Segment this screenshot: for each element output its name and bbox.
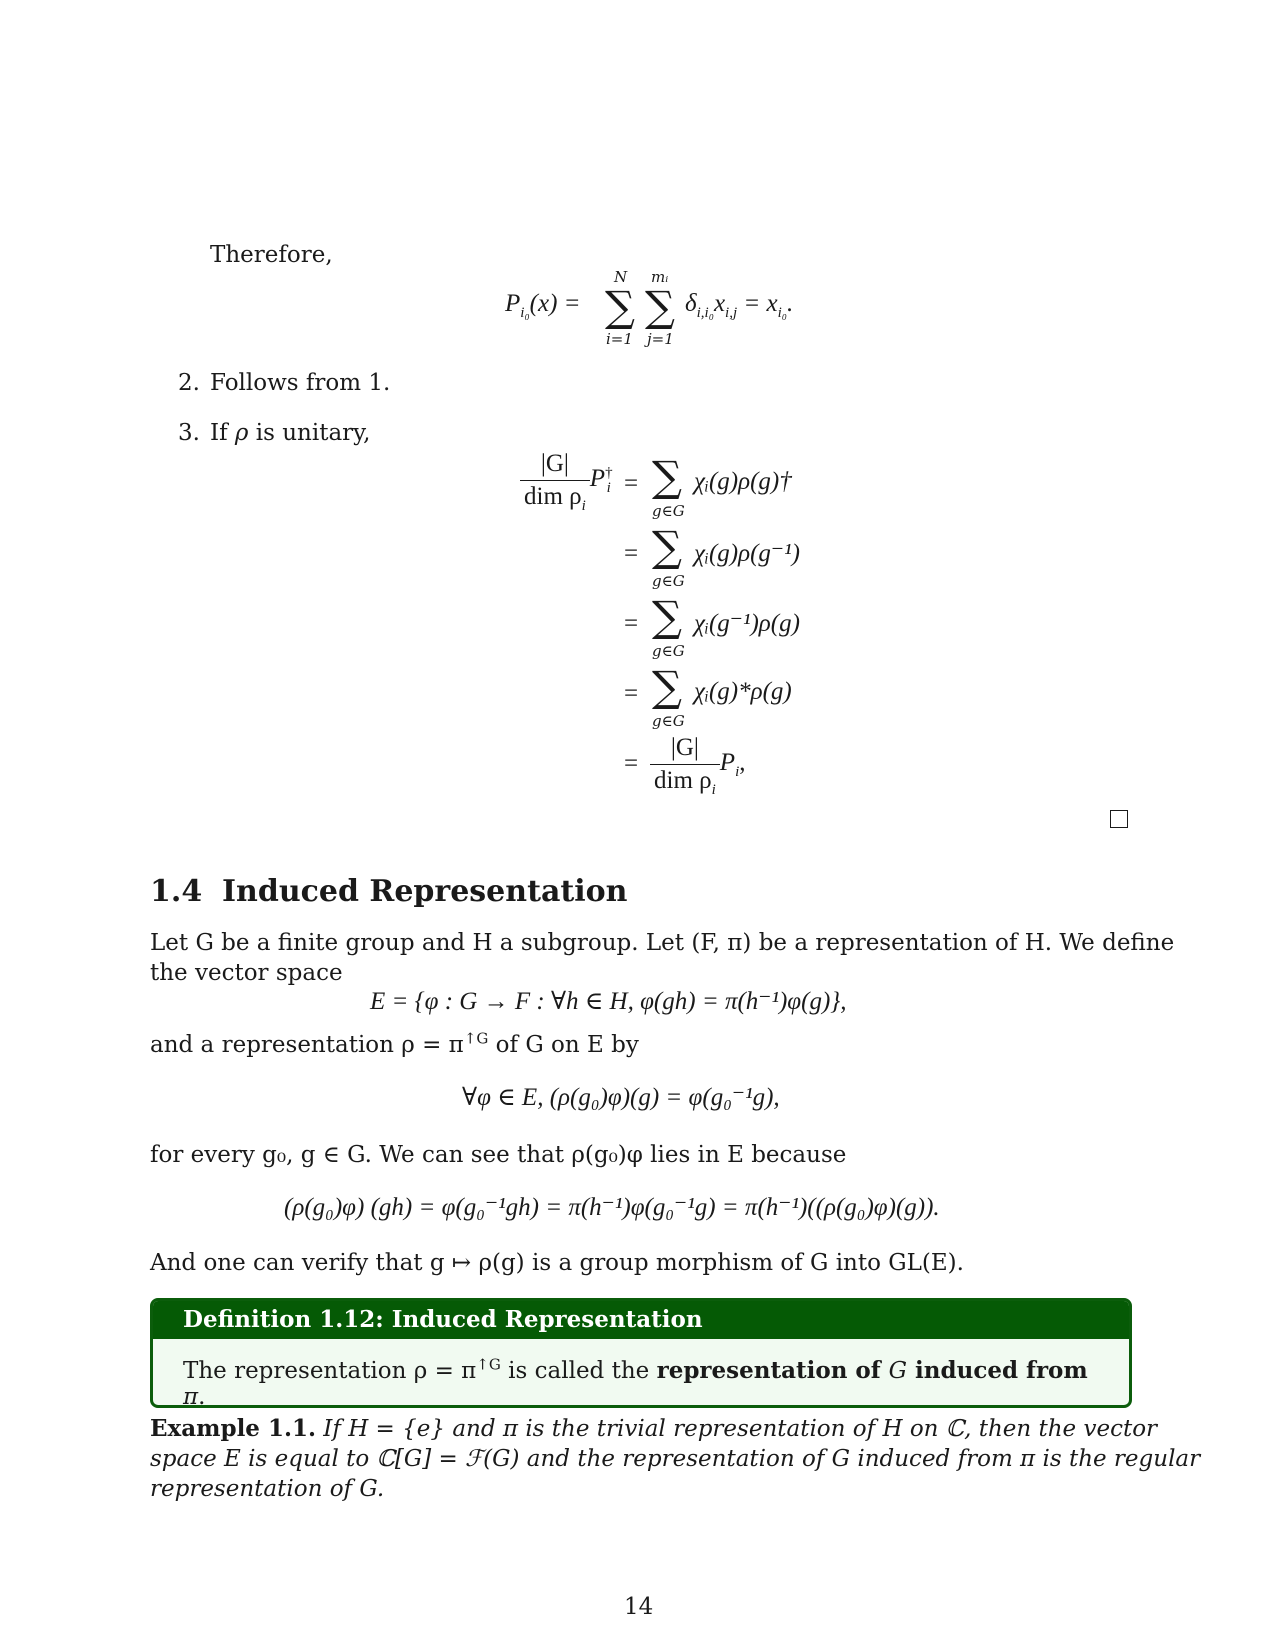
list-item-2-text: Follows from 1. [210, 370, 391, 396]
paragraph-1-line-2: the vector space [150, 960, 343, 986]
align-line-3: χᵢ(g⁻¹)ρ(g) [694, 610, 800, 637]
paragraph-2: and a representation $\rho = \pi^{↑G}$ of G on E by [150, 1029, 639, 1058]
align-sum-4-lower: g∈G [652, 712, 685, 730]
sum2-upper: mᵢ [651, 268, 669, 286]
align-eq-3: = [624, 610, 639, 637]
example-line-3: representation of G. [150, 1476, 385, 1502]
align-sum-3-lower: g∈G [652, 642, 685, 660]
align-sum-2-lower: g∈G [652, 572, 685, 590]
equation-check: (ρ(g₀)φ) (gh) = φ(g₀⁻¹gh) = π(h⁻¹)φ(g₀⁻¹g) = π(h⁻¹)((ρ(g₀)φ)(g)). [284, 1194, 940, 1221]
sum2-lower: j=1 [647, 330, 674, 348]
eq-term: $\delta_{i,i_0}x_{i,j} = x_{i_0}$. [685, 290, 794, 321]
paragraph-1-line-1: Let G be a finite group and H a subgroup. Let (F, π) be a representation of H. We define [150, 930, 1175, 956]
align-line-2: χᵢ(g)ρ(g⁻¹) [694, 540, 800, 567]
eq-lhs: $P_{i_0}(x)$ = [505, 290, 581, 321]
equation-rho: ∀φ ∈ E, (ρ(g₀)φ)(g) = φ(g₀⁻¹g), [462, 1084, 780, 1111]
align-line-4: χᵢ(g)*ρ(g) [694, 678, 792, 705]
definition-body: The representation $\rho = \pi^{↑G}$ is called the representation of G induced from π. [183, 1355, 1088, 1408]
sum1-symbol: ∑ [605, 282, 635, 331]
align-eq-2: = [624, 540, 639, 567]
align-eq-5: = [624, 750, 639, 777]
aligned-equations [520, 444, 850, 804]
align-sum-1: ∑ [652, 452, 682, 501]
align-eq-4: = [624, 680, 639, 707]
section-title: Induced Representation [222, 874, 628, 909]
definition-title: Definition 1.12: Induced Representation [153, 1301, 1129, 1339]
page-number: 14 [624, 1594, 654, 1620]
example-label: Example 1.1. [150, 1415, 316, 1442]
sum2-symbol: ∑ [645, 282, 675, 331]
align-line-1: χᵢ(g)ρ(g)† [694, 468, 792, 495]
equation-E: E = {φ : G → F : ∀h ∈ H, φ(gh) = π(h⁻¹)φ(g)}, [370, 988, 847, 1015]
align-sum-4: ∑ [652, 662, 682, 711]
align-line-5: $\frac{|G|}{dim \rho_i}$ $P_i$, [650, 734, 746, 795]
example-line-1: Example 1.1. If H = {e} and π is the trivial representation of H on ℂ, then the vector [150, 1415, 1158, 1442]
paragraph-3: for every g₀, g ∈ G. We can see that ρ(g₀)φ lies in E because [150, 1142, 847, 1168]
align-sum-2: ∑ [652, 522, 682, 571]
align-sum-3: ∑ [652, 592, 682, 641]
list-item-3-number: 3. [178, 420, 200, 446]
paragraph-4: And one can verify that g ↦ ρ(g) is a group morphism of G into GL(E). [150, 1250, 964, 1276]
align-sum-1-lower: g∈G [652, 502, 685, 520]
example-line-2: space E is equal to ℂ[G] = ℱ(G) and the representation of G induced from π is the regular [150, 1446, 1201, 1472]
list-item-2-number: 2. [178, 370, 200, 396]
sum1-upper: N [614, 268, 628, 286]
qed-square [1110, 810, 1128, 828]
list-item-3-text: If ρ is unitary, [210, 420, 371, 446]
definition-box [150, 1298, 1132, 1408]
equation-projection [505, 266, 835, 346]
align-eq-1: = [624, 470, 639, 497]
align-lhs: $\frac{|G|}{dim \rho_i}$ $P^\dagger_i$ [520, 450, 611, 511]
section-number: 1.4 [150, 874, 203, 909]
sum1-lower: i=1 [606, 330, 633, 348]
therefore-text: Therefore, [210, 242, 333, 268]
